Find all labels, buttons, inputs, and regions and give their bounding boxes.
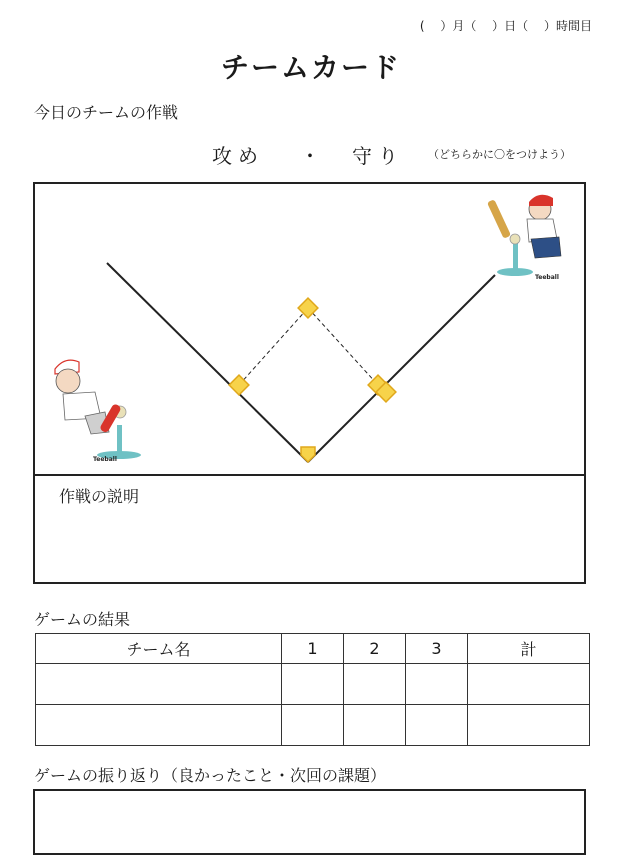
- page-title: チームカード: [220, 51, 401, 84]
- team-name-cell[interactable]: [36, 705, 282, 746]
- column-header-game-2: 2: [344, 634, 406, 664]
- score-cell[interactable]: [282, 664, 344, 705]
- infield-line-2b-1b: [308, 308, 378, 385]
- score-cell[interactable]: [344, 664, 406, 705]
- results-table: [35, 633, 590, 746]
- mode-selector: [0, 140, 622, 166]
- reflection-box[interactable]: [33, 789, 586, 855]
- results-heading: ゲームの結果: [34, 610, 131, 629]
- column-header-total: 計: [468, 634, 590, 664]
- home-plate: [301, 447, 315, 462]
- table-row: [36, 664, 590, 705]
- total-cell[interactable]: [468, 705, 590, 746]
- option-separator: ・: [300, 144, 320, 168]
- illustration-caption-right: Teeball: [535, 274, 559, 281]
- field-diagram-box: [33, 182, 586, 474]
- reflection-heading: ゲームの振り返り（良かったこと・次回の課題）: [34, 766, 387, 785]
- option-attack[interactable]: 攻め: [212, 144, 264, 168]
- score-cell[interactable]: [282, 705, 344, 746]
- left-foul-line: [107, 263, 308, 462]
- batter-illustration-left: [55, 360, 141, 463]
- infield-line-3b-2b: [239, 308, 308, 385]
- option-note: （どちらかに〇をつけよう）: [428, 148, 571, 161]
- illustration-caption-left: Teeball: [93, 456, 117, 463]
- results-header-row: [36, 634, 590, 664]
- date-line: ( ）月（ ）日（ ）時間目: [419, 19, 592, 33]
- score-cell[interactable]: [406, 664, 468, 705]
- score-cell[interactable]: [406, 705, 468, 746]
- column-header-team-name: チーム名: [36, 634, 282, 664]
- option-defense[interactable]: 守り: [352, 144, 404, 168]
- column-header-game-1: 1: [282, 634, 344, 664]
- strategy-heading: 今日のチームの作戦: [34, 103, 179, 122]
- right-foul-line: [308, 275, 495, 462]
- batter-illustration-right: [487, 195, 561, 281]
- field-diagram: [35, 184, 588, 476]
- third-base: [229, 375, 249, 395]
- explanation-label: 作戦の説明: [59, 487, 140, 506]
- score-cell[interactable]: [344, 705, 406, 746]
- explanation-box[interactable]: [33, 474, 586, 584]
- team-name-cell[interactable]: [36, 664, 282, 705]
- table-row: [36, 705, 590, 746]
- column-header-game-3: 3: [406, 634, 468, 664]
- total-cell[interactable]: [468, 664, 590, 705]
